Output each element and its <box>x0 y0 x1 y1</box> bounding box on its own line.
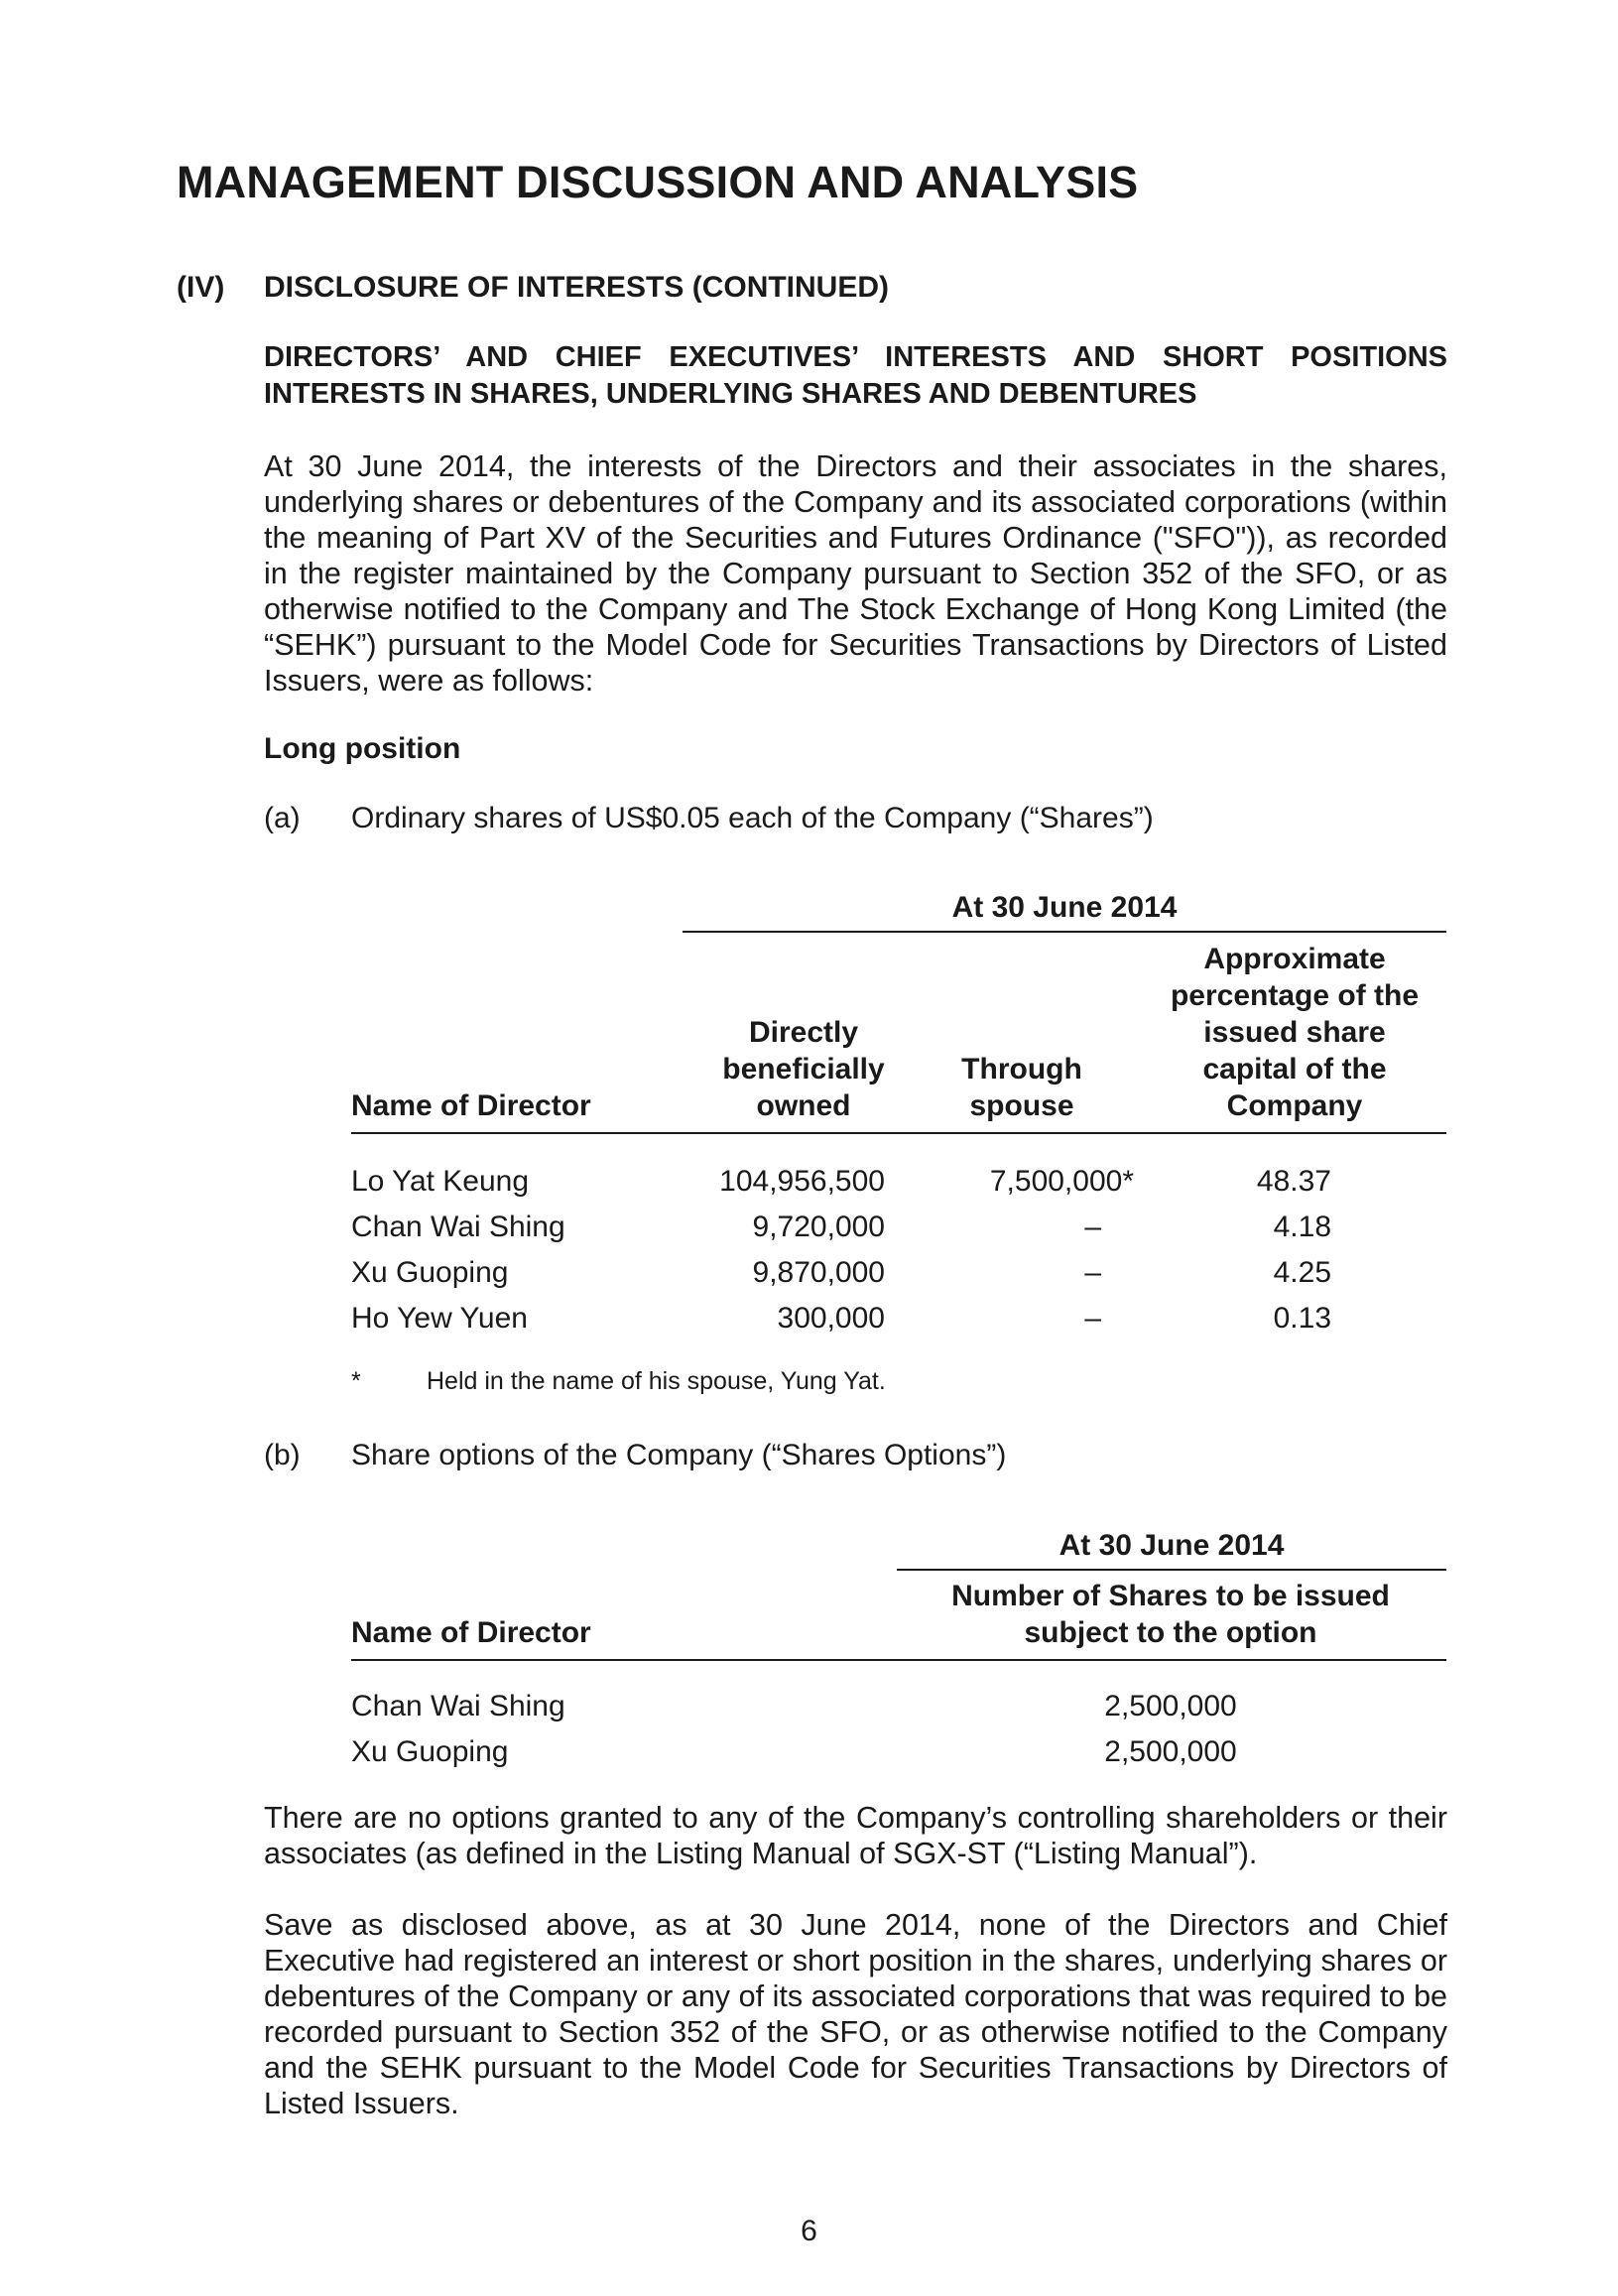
spouse-value: – <box>1084 1211 1101 1243</box>
page-number: 6 <box>801 2215 817 2247</box>
footnote-mark: * <box>351 1367 361 1395</box>
option-shares-value: 2,500,000 <box>1104 1690 1237 1722</box>
percentage-value: 4.18 <box>1273 1211 1331 1243</box>
director-name: Ho Yew Yuen <box>351 1302 528 1335</box>
section-number: (IV) <box>177 271 225 304</box>
director-name: Chan Wai Shing <box>351 1690 565 1722</box>
direct-value: 104,956,500 <box>719 1165 885 1198</box>
long-position-label: Long position <box>264 732 461 765</box>
spouse-value: – <box>1084 1302 1101 1335</box>
column-header-name: Name of Director <box>351 1616 591 1649</box>
item-b-text: Share options of the Company (“Shares Options”) <box>351 1439 1007 1471</box>
column-header-option-shares: Number of Shares to be issued subject to the option <box>951 1580 1390 1649</box>
percentage-value: 4.25 <box>1273 1256 1331 1289</box>
item-a-letter: (a) <box>264 802 301 834</box>
director-name: Lo Yat Keung <box>351 1165 530 1198</box>
column-header-percentage: Approximate percentage of the issued share capital of the Company <box>1170 943 1420 1122</box>
direct-value: 9,720,000 <box>752 1211 885 1243</box>
options-paragraph: There are no options granted to any of the Company’s controlling shareholders or their associates (as defined in the Listing Manual of SGX-ST (“Listing Manual”). <box>264 1801 1447 1870</box>
header-rule <box>351 1132 1446 1134</box>
options-table-group-header: At 30 June 2014 <box>1058 1529 1285 1562</box>
group-header-rule <box>897 1569 1446 1571</box>
item-a-text: Ordinary shares of US$0.05 each of the Company (“Shares”) <box>351 802 1154 834</box>
percentage-value: 0.13 <box>1273 1302 1331 1335</box>
direct-value: 300,000 <box>777 1302 885 1335</box>
sub-heading: DIRECTORS’ AND CHIEF EXECUTIVES’ INTERESTS AND SHORT POSITIONS INTERESTS IN SHARES, UNDERLYING SHARES AND DEBENTURES <box>264 341 1447 410</box>
percentage-value: 48.37 <box>1256 1165 1331 1198</box>
footnote-text: Held in the name of his spouse, Yung Yat. <box>427 1367 886 1395</box>
shares-table-group-header: At 30 June 2014 <box>951 891 1178 924</box>
save-as-disclosed-paragraph: Save as disclosed above, as at 30 June 2014, none of the Directors and Chief Executive had registered an interest or short position in the shares, underlying shares or debentures of the Company or any of its associated corporations that was required to be recorded pursuant to Section 352 of the SFO, or as otherwise notified to the Company and the SEHK pursuant to the Model Code for Securities Transactions by Directors of Listed Issuers. <box>264 1908 1447 2120</box>
direct-value: 9,870,000 <box>752 1256 885 1289</box>
director-name: Xu Guoping <box>351 1256 509 1289</box>
column-header-name: Name of Director <box>351 1089 591 1122</box>
spouse-value: – <box>1084 1256 1101 1289</box>
section-title: DISCLOSURE OF INTERESTS (CONTINUED) <box>264 271 890 304</box>
group-header-rule <box>683 931 1446 933</box>
item-b-letter: (b) <box>264 1439 301 1471</box>
spouse-value: 7,500,000* <box>989 1165 1134 1198</box>
director-name: Chan Wai Shing <box>351 1211 565 1243</box>
column-header-direct: Directly beneficially owned <box>722 1016 885 1122</box>
intro-paragraph: At 30 June 2014, the interests of the Directors and their associates in the shares, underlying shares or debentures of the Company and its associated corporations (within the meaning of Part XV of the Securities and Futures Ordinance ("SFO")), as recorded in the register maintained by the Company pursuant to Section 352 of the SFO, or as otherwise notified to the Company and The Stock Exchange of Hong Kong Limited (the “SEHK”) pursuant to the Model Code for Securities Transactions by Directors of Listed Issuers, were as follows: <box>264 449 1447 698</box>
option-shares-value: 2,500,000 <box>1104 1735 1237 1768</box>
director-name: Xu Guoping <box>351 1735 509 1768</box>
header-rule <box>351 1659 1446 1661</box>
page-title: MANAGEMENT DISCUSSION AND ANALYSIS <box>177 157 1139 207</box>
column-header-spouse: Through spouse <box>961 1053 1082 1122</box>
